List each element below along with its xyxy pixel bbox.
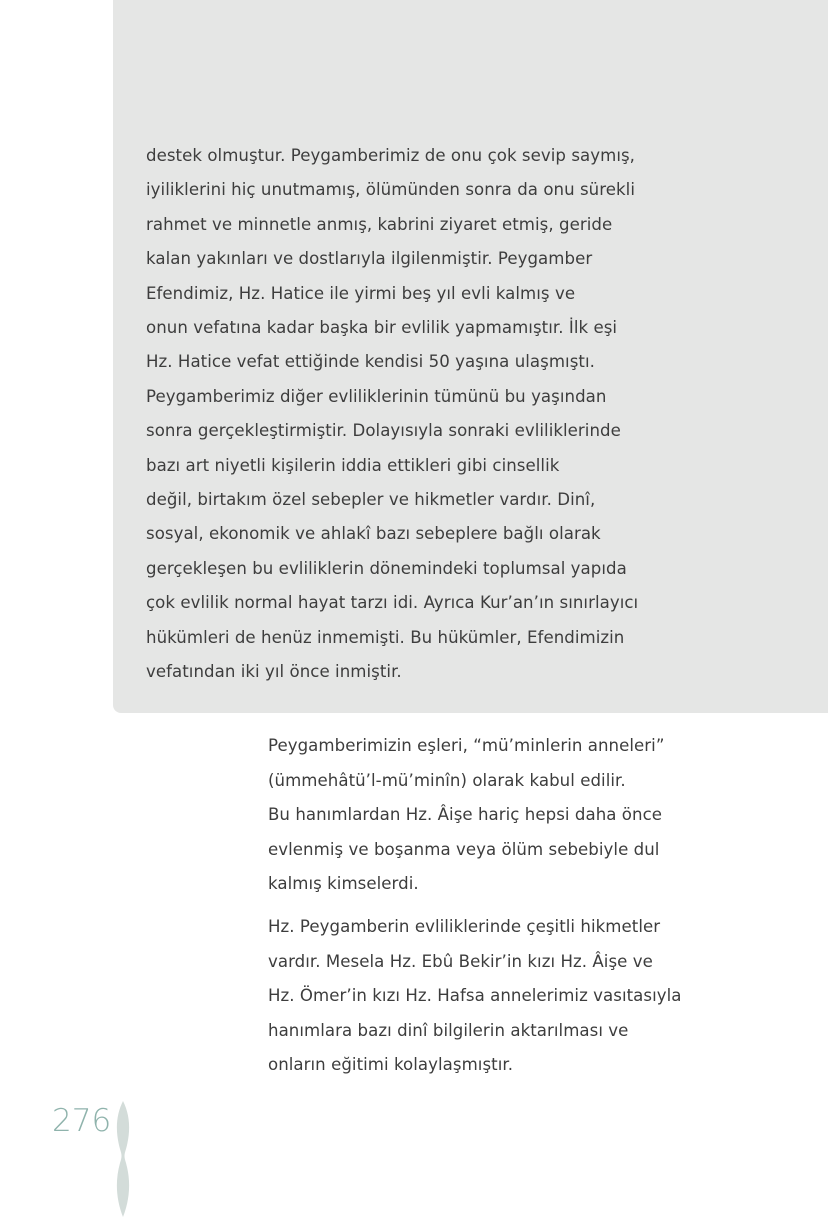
text-line: kalan yakınları ve dostlarıyla ilgilenmiştir. Peygamber [146, 249, 593, 269]
text-line: sonra gerçekleştirmiştir. Dolayısıyla sonraki evliliklerinde [146, 421, 621, 441]
text-line: (ümmehâtü’l-mü’minîn) olarak kabul edilir. [268, 770, 626, 790]
page-number: 276 [52, 1103, 112, 1139]
text-line: çok evlilik normal hayat tarzı idi. Ayrıca Kur’an’ın sınırlayıcı [146, 593, 639, 613]
highlighted-paragraph [146, 139, 666, 690]
text-line: vefatından iki yıl önce inmiştir. [146, 662, 402, 682]
text-line: hükümleri de henüz inmemişti. Bu hükümler, Efendimizin [146, 627, 625, 647]
text-line: onların eğitimi kolaylaşmıştır. [268, 1055, 514, 1075]
text-line: Hz. Peygamberin evliliklerinde çeşitli hikmetler [268, 916, 661, 936]
paragraph-wisdoms [268, 910, 708, 1083]
text-line: vardır. Mesela Hz. Ebû Bekir’in kızı Hz. Âişe ve [268, 951, 653, 971]
text-line: evlenmiş ve boşanma veya ölüm sebebiyle dul [268, 839, 660, 859]
page-ornament-icon [112, 1101, 134, 1217]
text-line: destek olmuştur. Peygamberimiz de onu çok sevip saymış, [146, 146, 635, 165]
text-line: Hz. Ömer’in kızı Hz. Hafsa annelerimiz vasıtasıyla [268, 986, 682, 1006]
text-line: Peygamberimizin eşleri, “mü’minlerin anneleri” [268, 736, 665, 755]
text-line: Peygamberimiz diğer evliliklerinin tümünü bu yaşından [146, 386, 607, 406]
text-line: gerçekleşen bu evliliklerin dönemindeki toplumsal yapıda [146, 558, 627, 578]
text-line: hanımlara bazı dinî bilgilerin aktarılması ve [268, 1020, 629, 1040]
text-line: kalmış kimselerdi. [268, 874, 419, 894]
text-line: rahmet ve minnetle anmış, kabrini ziyaret etmiş, geride [146, 214, 613, 234]
text-line: Bu hanımlardan Hz. Âişe hariç hepsi daha önce [268, 805, 663, 825]
text-line: Hz. Hatice vefat ettiğinde kendisi 50 yaşına ulaşmıştı. [146, 352, 595, 372]
text-line: sosyal, ekonomik ve ahlakî bazı sebeplere bağlı olarak [146, 524, 601, 544]
text-line: iyiliklerini hiç unutmamış, ölümünden sonra da onu sürekli [146, 180, 635, 200]
text-line: bazı art niyetli kişilerin iddia ettikleri gibi cinsellik [146, 455, 560, 475]
text-line: Efendimiz, Hz. Hatice ile yirmi beş yıl evli kalmış ve [146, 283, 576, 303]
text-line: değil, birtakım özel sebepler ve hikmetler vardır. Dinî, [146, 490, 596, 510]
text-line: onun vefatına kadar başka bir evlilik yapmamıştır. İlk eşi [146, 318, 618, 338]
body-text [268, 729, 708, 1083]
paragraph-wives [268, 729, 708, 902]
